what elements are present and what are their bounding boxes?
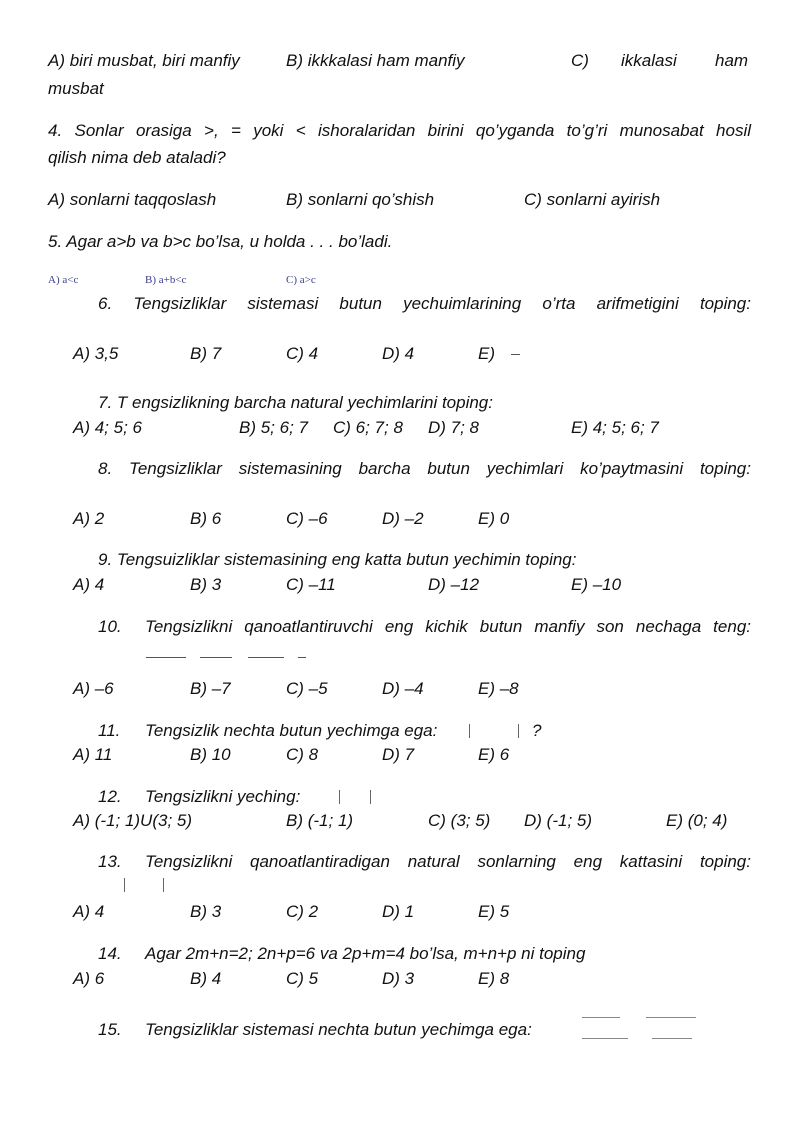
q11-question: Tengsizlik nechta butun yechimga ega: xyxy=(145,721,438,740)
q8-option-a: A) 2 xyxy=(73,509,105,528)
q11-number: 11. xyxy=(98,721,121,740)
q6-option-d: D) 4 xyxy=(382,344,415,363)
q10-option-e: E) –8 xyxy=(478,679,519,698)
q9-option-c: C) –11 xyxy=(286,575,336,594)
q9-option-a: A) 4 xyxy=(73,575,105,594)
q14-option-b: B) 4 xyxy=(190,969,222,988)
q12-option-c: C) (3; 5) xyxy=(428,811,491,830)
q5-option-a: A) a<c xyxy=(48,274,79,286)
q8-option-b: B) 6 xyxy=(190,509,222,528)
q6-option-a: A) 3,5 xyxy=(73,344,119,363)
q15-fraction-line3 xyxy=(582,1038,628,1039)
q6-question: 6. Tengsizliklar sistemasi butun yechuimlarining o’rta arifmetigini toping: xyxy=(98,294,751,313)
q10-option-c: C) –5 xyxy=(286,679,328,698)
q4-question-line2: qilish nima deb ataladi? xyxy=(48,148,226,167)
q5-option-c: C) a>c xyxy=(286,274,316,286)
q14-option-c: C) 5 xyxy=(286,969,319,988)
q7-question: 7. T engsizlikning barcha natural yechimlarini toping: xyxy=(98,393,493,412)
q9-question: 9. Tengsuizliklar sistemasining eng katta butun yechimin toping: xyxy=(98,550,577,569)
q15-question: Tengsizliklar sistemasi nechta butun yechimga ega: xyxy=(145,1020,532,1039)
q13-option-c: C) 2 xyxy=(286,902,319,921)
q7-option-c: C) 6; 7; 8 xyxy=(333,418,403,437)
q12-abs-bar-left xyxy=(339,790,340,804)
q6-option-c: C) 4 xyxy=(286,344,319,363)
q3-option-c-word3: musbat xyxy=(48,79,104,98)
q3-option-c-word1: ikkalasi xyxy=(621,51,677,70)
q15-fraction-line1 xyxy=(582,1017,620,1018)
q14-option-d: D) 3 xyxy=(382,969,415,988)
q11-option-b: B) 10 xyxy=(190,745,231,764)
q6-option-e: E) xyxy=(478,344,495,363)
q10-formula-line4 xyxy=(298,657,306,658)
q12-option-d: D) (-1; 5) xyxy=(524,811,592,830)
q13-question: Tengsizlikni qanoatlantiradigan natural sonlarning eng kattasini toping: xyxy=(145,852,751,871)
q14-number: 14. xyxy=(98,944,122,963)
q11-question-mark: ? xyxy=(532,721,542,740)
q8-question: 8. Tengsizliklar sistemasining barcha butun yechimlari ko’paytmasini toping: xyxy=(98,459,751,478)
q7-option-b: B) 5; 6; 7 xyxy=(239,418,308,437)
q3-option-c-label: C) xyxy=(571,51,589,70)
q8-option-d: D) –2 xyxy=(382,509,424,528)
q12-option-b: B) (-1; 1) xyxy=(286,811,354,830)
q7-option-e: E) 4; 5; 6; 7 xyxy=(571,418,659,437)
q3-option-a: A) biri musbat, biri manfiy xyxy=(48,51,240,70)
q10-option-a: A) –6 xyxy=(73,679,114,698)
q12-option-a: A) (-1; 1)U(3; 5) xyxy=(73,811,193,830)
q5-question: 5. Agar a>b va b>c bo’lsa, u holda . . . bo’ladi. xyxy=(48,232,393,251)
q9-option-b: B) 3 xyxy=(190,575,222,594)
q13-abs-bar-right xyxy=(163,878,164,892)
q14-option-e: E) 8 xyxy=(478,969,510,988)
q13-option-e: E) 5 xyxy=(478,902,510,921)
q11-option-e: E) 6 xyxy=(478,745,510,764)
q10-formula-line2 xyxy=(200,657,232,658)
q12-abs-bar-right xyxy=(370,790,371,804)
q4-option-c: C) sonlarni ayirish xyxy=(524,190,661,209)
q10-option-d: D) –4 xyxy=(382,679,424,698)
q7-option-a: A) 4; 5; 6 xyxy=(73,418,142,437)
q15-number: 15. xyxy=(98,1020,122,1039)
q11-option-c: C) 8 xyxy=(286,745,319,764)
q6-option-b: B) 7 xyxy=(190,344,222,363)
q11-option-d: D) 7 xyxy=(382,745,415,764)
q6-formula-fragment xyxy=(511,354,520,355)
q13-option-b: B) 3 xyxy=(190,902,222,921)
q10-option-b: B) –7 xyxy=(190,679,231,698)
q10-formula-line1 xyxy=(146,657,186,658)
q10-formula-line3 xyxy=(248,657,284,658)
q13-option-d: D) 1 xyxy=(382,902,415,921)
q15-fraction-line4 xyxy=(652,1038,692,1039)
q4-option-a: A) sonlarni taqqoslash xyxy=(48,190,217,209)
q4-option-b: B) sonlarni qo’shish xyxy=(286,190,435,209)
q3-option-b: B) ikkkalasi ham manfiy xyxy=(286,51,465,70)
q4-question-line1: 4. Sonlar orasiga >, = yoki < ishoralaridan birini qo’yganda to’g’ri munosabat hosil xyxy=(48,121,751,140)
q12-number: 12. xyxy=(98,787,122,806)
q15-fraction-line2 xyxy=(646,1017,696,1018)
q12-option-e: E) (0; 4) xyxy=(666,811,728,830)
q11-abs-bar-right xyxy=(518,724,519,738)
q13-abs-bar-left xyxy=(124,878,125,892)
q5-option-b: B) a+b<c xyxy=(145,274,187,286)
q10-number: 10. xyxy=(98,617,122,636)
q13-number: 13. xyxy=(98,852,122,871)
q11-option-a: A) 11 xyxy=(73,745,113,764)
q9-option-e: E) –10 xyxy=(571,575,622,594)
q8-option-c: C) –6 xyxy=(286,509,328,528)
q12-question: Tengsizlikni yeching: xyxy=(145,787,301,806)
q8-option-e: E) 0 xyxy=(478,509,510,528)
q7-option-d: D) 7; 8 xyxy=(428,418,480,437)
q3-option-c-word2: ham xyxy=(715,51,749,70)
q14-option-a: A) 6 xyxy=(73,969,105,988)
q9-option-d: D) –12 xyxy=(428,575,480,594)
q11-abs-bar-left xyxy=(469,724,470,738)
q10-question: Tengsizlikni qanoatlantiruvchi eng kichik butun manfiy son nechaga teng: xyxy=(145,617,751,636)
q13-option-a: A) 4 xyxy=(73,902,105,921)
q14-question: Agar 2m+n=2; 2n+p=6 va 2p+m=4 bo’lsa, m+n+p ni toping xyxy=(145,944,586,963)
